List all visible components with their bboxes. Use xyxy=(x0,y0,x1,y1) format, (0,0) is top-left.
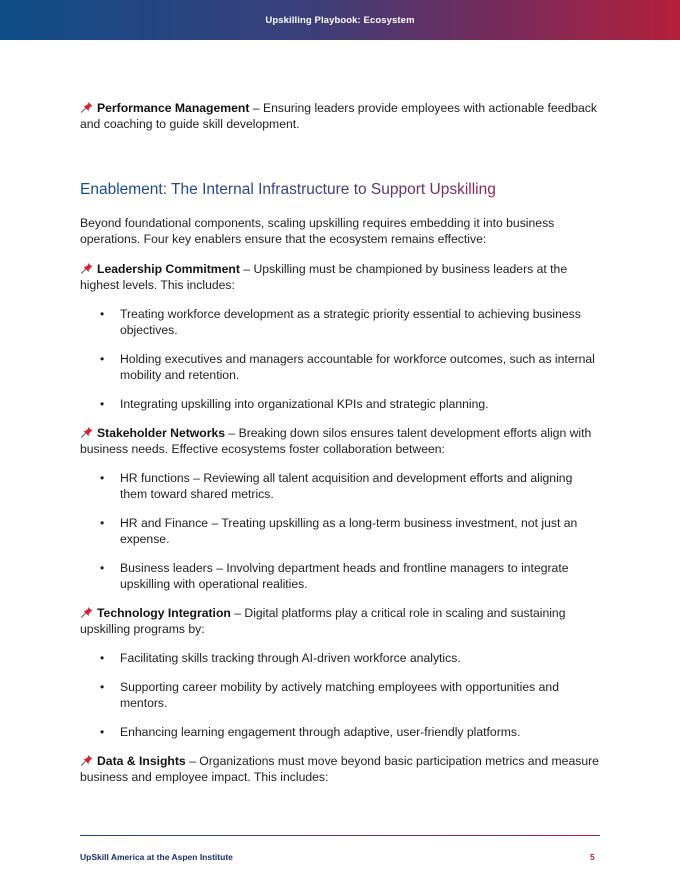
section-intro: Beyond foundational components, scaling upskilling requires embedding it into business operations. Four key enablers ensure that the ecosystem remains effective: xyxy=(80,216,555,246)
list-item: • HR functions – Reviewing all talent acquisition and development efforts and aligning them toward shared metrics. xyxy=(100,470,600,502)
term-description: – Breaking down silos ensures talent development efforts align with business needs. Effective ecosystems foster collaboration between: xyxy=(80,426,592,456)
list-item: • Business leaders – Involving department heads and frontline managers to integrate upskilling with operational realities. xyxy=(100,560,600,592)
term-label: Data & Insights xyxy=(97,754,186,768)
term-label: Leadership Commitment xyxy=(97,262,240,276)
enabler-technology-integration xyxy=(80,605,600,637)
section-heading: Enablement: The Internal Infrastructure to Support Upskilling xyxy=(80,181,496,198)
page-content xyxy=(80,100,600,785)
bullet-list xyxy=(80,470,600,592)
pushpin-icon xyxy=(80,754,94,766)
list-item: • Supporting career mobility by actively matching employees with opportunities and mentors. xyxy=(100,679,600,711)
pushpin-icon xyxy=(80,606,94,618)
list-item: • Integrating upskilling into organizational KPIs and strategic planning. xyxy=(100,396,600,412)
footer-divider xyxy=(80,835,600,836)
term-description: – Ensuring leaders provide employees with actionable feedback and coaching to guide skill development. xyxy=(80,101,597,131)
page-number: 5 xyxy=(590,852,595,862)
footer-organization: UpSkill America at the Aspen Institute xyxy=(80,852,233,862)
enabler-stakeholder-networks xyxy=(80,425,600,457)
document-title: Upskilling Playbook: Ecosystem xyxy=(265,14,415,26)
list-item: • HR and Finance – Treating upskilling as a long-term business investment, not just an expense. xyxy=(100,515,600,547)
term-description: – Upskilling must be championed by business leaders at the highest levels. This includes: xyxy=(80,262,568,292)
enabler-data-insights xyxy=(80,753,600,785)
intro-paragraph xyxy=(80,100,600,132)
term-description: – Digital platforms play a critical role in scaling and sustaining upskilling programs by: xyxy=(80,606,566,636)
pushpin-icon xyxy=(80,101,94,113)
term-label: Technology Integration xyxy=(97,606,231,620)
pushpin-icon xyxy=(80,426,94,438)
header-band xyxy=(0,0,680,40)
bullet-list xyxy=(80,306,600,412)
term-description: – Organizations must move beyond basic participation metrics and measure business and employee impact. This includes: xyxy=(80,754,599,784)
term-label: Performance Management xyxy=(97,101,250,115)
term-label: Stakeholder Networks xyxy=(97,426,226,440)
list-item: • Enhancing learning engagement through adaptive, user-friendly platforms. xyxy=(100,724,600,740)
bullet-list xyxy=(80,650,600,740)
list-item: • Facilitating skills tracking through AI-driven workforce analytics. xyxy=(100,650,600,666)
list-item: • Treating workforce development as a strategic priority essential to achieving business objectives. xyxy=(100,306,600,338)
enabler-leadership-commitment xyxy=(80,261,600,293)
list-item: • Holding executives and managers accountable for workforce outcomes, such as internal mobility and retention. xyxy=(100,351,600,383)
pushpin-icon xyxy=(80,262,94,274)
